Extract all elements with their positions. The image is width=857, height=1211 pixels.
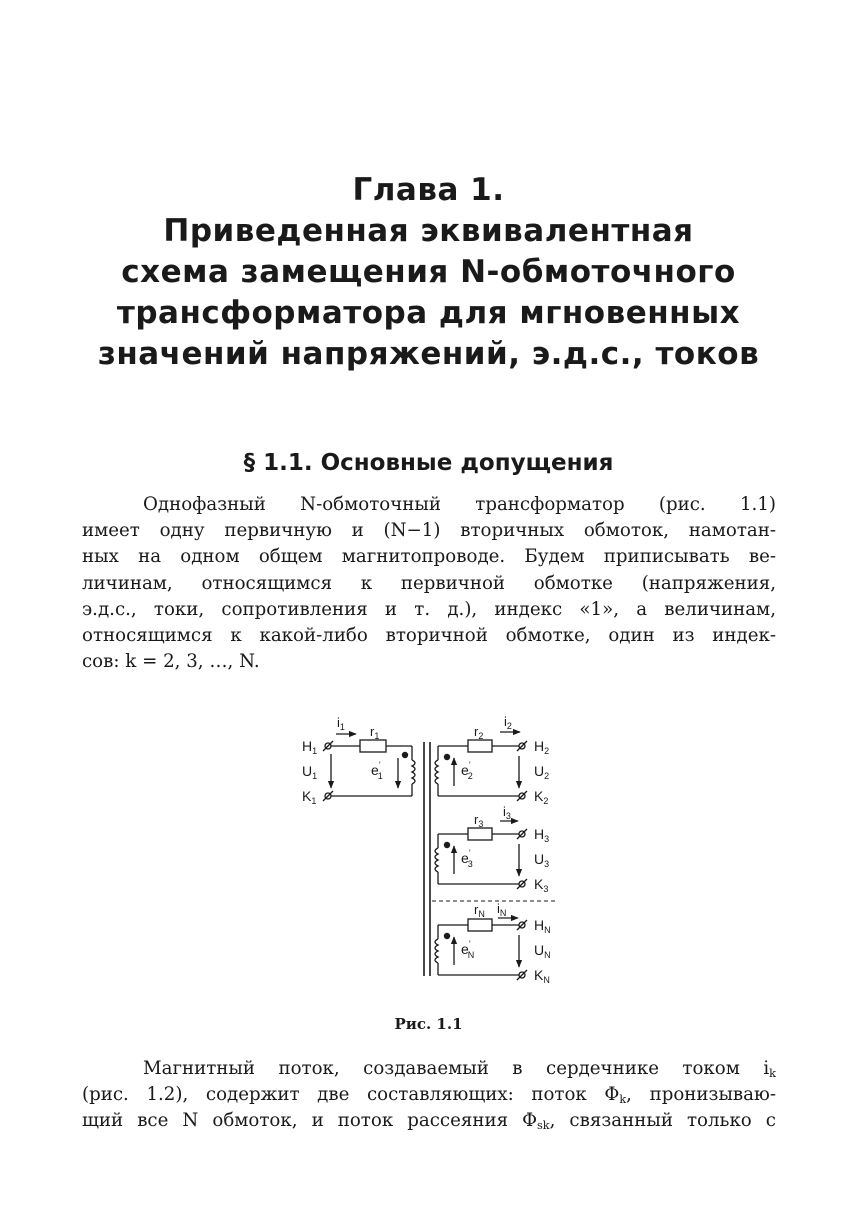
resistor-rn: [468, 919, 492, 931]
secondary-n-labels: [461, 901, 551, 985]
secondary-3-labels: [461, 804, 549, 894]
polarity-dot: [402, 752, 408, 758]
text-line: сов: k = 2, 3, …, N.: [82, 651, 260, 673]
resistor-r3: [468, 828, 492, 840]
label-h3: $H_3$: [534, 826, 550, 844]
secondary-2-labels: [461, 714, 549, 806]
text-line: личинам, относящимся к первичной обмотке (напряжения,: [82, 572, 776, 594]
text-line: щий все N обмоток, и поток рассеяния $\Phi_{sk}$, связанный только с: [82, 1110, 776, 1133]
label-k2: $K_2$: [534, 788, 549, 806]
chapter-title-line: схема замещения N-обмоточного: [121, 254, 736, 290]
text-line: Магнитный поток, создаваемый в сердечнике током $i_k$: [143, 1058, 776, 1080]
label-u3: $U_3$: [534, 851, 550, 869]
label-r1: $r_1$: [370, 724, 380, 741]
transformer-circuit-diagram: [290, 704, 570, 996]
label-i3: $i_3$: [503, 804, 511, 821]
polarity-dot: [444, 754, 450, 760]
chapter-title: [0, 170, 857, 375]
resistor-r1: [360, 740, 386, 752]
primary-labels: [302, 715, 383, 806]
inductor-coil-3: [435, 848, 438, 872]
text-line: (рис. 1.2), содержит две составляющих: поток $\Phi_k$, пронизываю-: [82, 1084, 776, 1107]
inductor-coil-1: [412, 760, 415, 784]
resistor-r2: [468, 740, 492, 752]
label-k1: $K_1$: [302, 788, 317, 806]
label-kn: $K_N$: [534, 967, 550, 985]
chapter-title-line: Приведенная эквивалентная: [163, 213, 694, 249]
label-u1: $U_1$: [302, 763, 318, 781]
label-i2: $i_2$: [504, 714, 512, 731]
label-k3: $K_3$: [534, 876, 549, 894]
label-un: $U_N$: [534, 942, 551, 960]
secondary-winding-3: [435, 821, 527, 889]
label-i1: $i_1$: [337, 715, 345, 732]
label-r2: $r_2$: [474, 724, 484, 741]
text-line: э.д.с., токи, сопротивления и т. д.), индекс «1», а величинам,: [82, 598, 776, 620]
text-line: имеет одну первичную и (N−1) вторичных обмоток, намотан-: [82, 520, 776, 542]
label-e2: e’ 2: [461, 760, 473, 781]
label-rn: $r_N$: [474, 902, 485, 919]
label-in: $i_N$: [497, 901, 507, 918]
label-u2: $U_2$: [534, 763, 550, 781]
label-e1: e’ 1: [371, 760, 383, 781]
inductor-coil-n: [435, 939, 438, 963]
label-h2: $H_2$: [534, 738, 550, 756]
text-line: Однофазный N-обмоточный трансформатор (рис. 1.1): [143, 494, 776, 515]
label-h1: $H_1$: [302, 738, 318, 756]
figure-caption: Рис. 1.1: [394, 1015, 463, 1033]
secondary-winding-n: [435, 918, 527, 980]
primary-winding: [323, 734, 415, 801]
text-line: ных на одном общем магнитопроводе. Будем приписывать ве-: [82, 546, 776, 568]
text-line: относящимся к какой-либо вторичной обмотке, один из индек-: [82, 624, 776, 646]
polarity-dot: [444, 842, 450, 848]
secondary-winding-2: [435, 732, 527, 801]
section-heading: § 1.1. Основные допущения: [243, 450, 614, 476]
chapter-title-line: трансформатора для мгновенных: [116, 295, 741, 331]
label-en: e’ N: [461, 939, 475, 960]
label-r3: $r_3$: [474, 812, 484, 829]
label-e3: e’ 3: [461, 848, 473, 869]
paragraph-2: [82, 1056, 776, 1135]
label-hn: $H_N$: [534, 917, 551, 935]
polarity-dot: [444, 933, 450, 939]
paragraph-1: [82, 492, 776, 675]
inductor-coil-2: [435, 760, 438, 784]
chapter-title-line: Глава 1.: [352, 172, 505, 208]
chapter-title-line: значений напряжений, э.д.с., токов: [97, 336, 760, 372]
